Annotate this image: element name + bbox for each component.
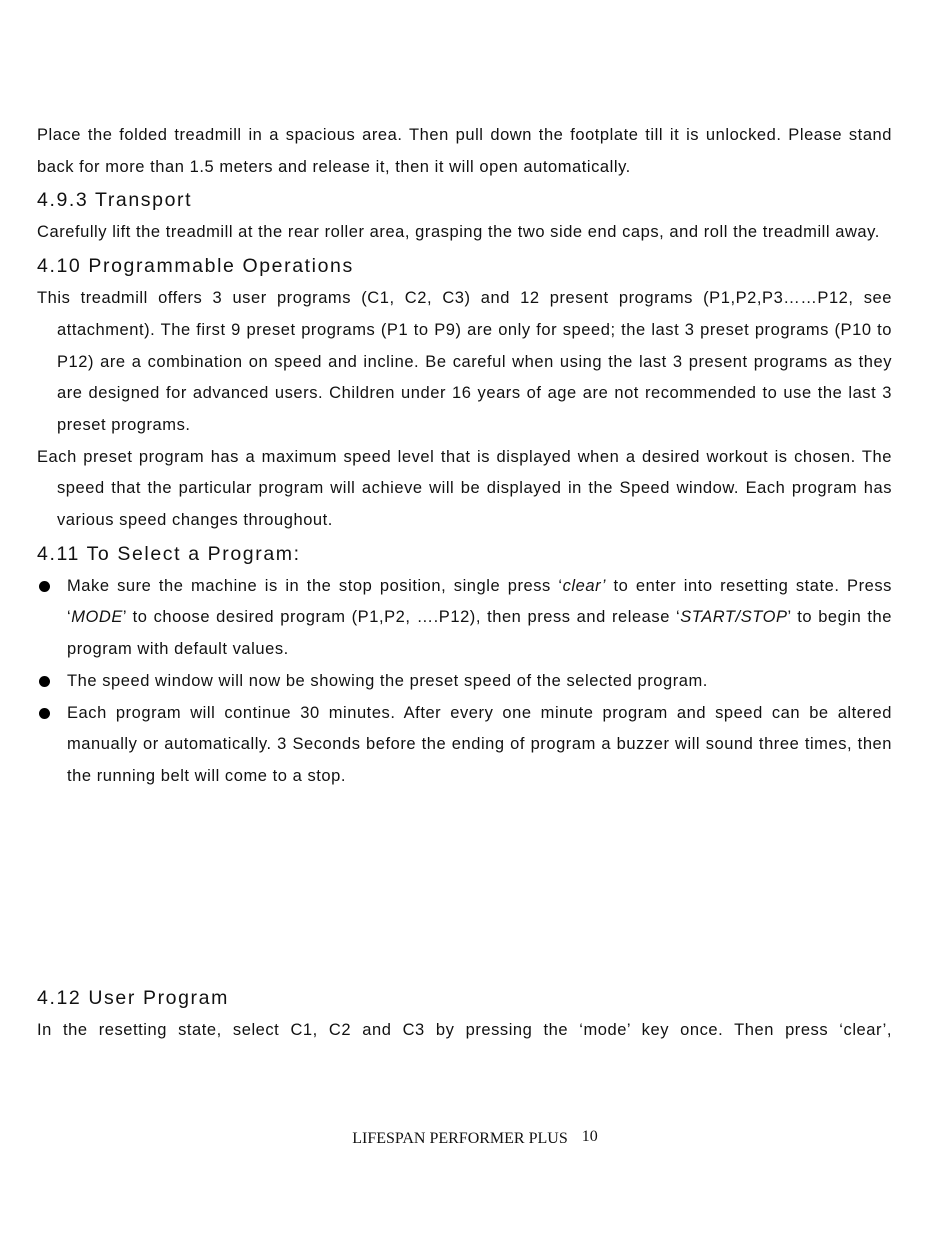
bullet-icon: [39, 708, 50, 719]
step-text: to enter into resetting state. Press ‘: [67, 576, 892, 627]
page-number: 10: [581, 1128, 598, 1145]
key-name-start-stop: START/STOP: [680, 608, 788, 627]
section-heading-select-program: 4.11 To Select a Program:: [37, 542, 301, 565]
step-text: ’ to choose desired program (P1,P2, ….P12), then press and release ‘: [122, 608, 681, 627]
bullet-icon: [39, 581, 50, 592]
bullet-icon: [39, 676, 50, 687]
page-footer: [0, 1128, 950, 1148]
step-text: Make sure the machine is in the stop position, single press ‘: [67, 576, 563, 595]
step-text: Each program will continue 30 minutes. After every one minute program and speed can be altered manually or automatically. 3 Seconds before the ending of program a buzzer will sound three times, then the running belt will come to a stop.: [67, 703, 892, 785]
blank-space: [37, 793, 892, 981]
section-heading-programmable-operations: 4.10 Programmable Operations: [37, 255, 354, 278]
preset-speed-paragraph: Each preset program has a maximum speed level that is displayed when a desired workout is chosen. The speed that the particular program will achieve will be displayed in the Speed window. Each program has various speed changes throughout.: [37, 447, 892, 530]
list-item: [37, 571, 892, 666]
manual-page-content: [37, 120, 892, 1046]
step-text: ’ to begin the program with default values.: [67, 608, 892, 659]
unfold-instructions-paragraph: Place the folded treadmill in a spacious area. Then pull down the footplate till it is unlocked. Please stand back for more than 1.5 meters and release it, then it will open automatically.: [37, 126, 892, 176]
key-name-clear: clear’: [562, 576, 606, 595]
section-heading-user-program: 4.12 User Program: [37, 986, 229, 1009]
key-name-mode: MODE: [71, 608, 123, 627]
step-text: The speed window will now be showing the preset speed of the selected program.: [67, 671, 708, 690]
list-item: [37, 666, 892, 698]
user-program-paragraph: In the resetting state, select C1, C2 and C3 by pressing the ‘mode’ key once. Then press ‘clear’,: [37, 1020, 892, 1039]
select-program-steps: [37, 571, 892, 793]
programs-overview-paragraph: This treadmill offers 3 user programs (C1, C2, C3) and 12 present programs (P1,P2,P3……P12, see attachment). The first 9 preset programs (P1 to P9) are only for speed; the last 3 preset programs (P10 to P12) are a combination on speed and incline. Be careful when using the last 3 present programs as they are designed for advanced users. Children under 16 years of age are not recommended to use the last 3 preset programs.: [37, 289, 892, 434]
list-item: [37, 698, 892, 793]
transport-paragraph: Carefully lift the treadmill at the rear roller area, grasping the two side end caps, and roll the treadmill away.: [37, 223, 880, 242]
footer-title: LIFESPAN PERFORMER PLUS: [352, 1130, 568, 1147]
section-heading-transport: 4.9.3 Transport: [37, 189, 193, 212]
